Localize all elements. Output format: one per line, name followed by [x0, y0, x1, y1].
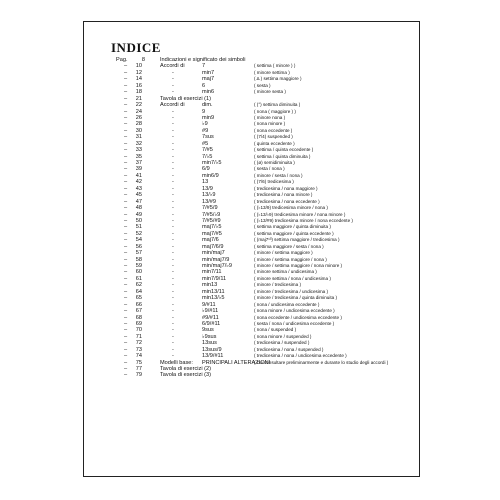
- chord-symbol: min13/11: [202, 288, 225, 295]
- chord-symbol: 13/9: [202, 185, 213, 192]
- entry-dash: -: [172, 192, 174, 199]
- chord-description: ( minore settima / undicesima ): [254, 269, 317, 275]
- chord-symbol: 13sus/9: [202, 346, 222, 353]
- bullet-dash: –: [124, 308, 128, 315]
- chord-symbol: PRINCIPALI ALTERAZIONI: [202, 359, 271, 366]
- chord-symbol: #9: [202, 127, 209, 134]
- bullet-dash: –: [124, 153, 128, 160]
- entry-label: Accordi di: [160, 102, 185, 109]
- index-list: [0, 57, 500, 379]
- page-number: 39: [135, 166, 142, 173]
- page-number: 14: [135, 76, 142, 83]
- page-number: 70: [135, 327, 142, 334]
- chord-description: ( settima maggiore / quinta eccedente ): [254, 230, 334, 236]
- bullet-dash: –: [124, 160, 128, 166]
- chord-description: ( settima ( minore ) ): [254, 63, 296, 69]
- page-number: 48: [135, 205, 142, 212]
- chord-symbol: 7: [202, 63, 206, 70]
- entry-dash: -: [172, 153, 174, 160]
- bullet-dash: –: [124, 353, 128, 360]
- chord-description: ( settima / quinta diminuita ): [254, 153, 311, 159]
- page-number: 71: [135, 333, 142, 340]
- chord-symbol: 7/#5/#9: [202, 217, 221, 224]
- chord-description: ( nona / undicesima eccedente ): [254, 301, 320, 307]
- page-number: 41: [135, 172, 142, 179]
- page-number: 74: [135, 353, 142, 360]
- chord-description: ( sesta ): [254, 82, 271, 88]
- entry-dash: -: [172, 69, 174, 76]
- entry-dash: -: [172, 353, 174, 360]
- chord-symbol: 13/9/#11: [202, 353, 224, 360]
- chord-description: ( nona eccedente ): [254, 127, 293, 133]
- page-number: 58: [135, 256, 142, 263]
- entry-dash: -: [172, 263, 174, 269]
- chord-symbol: min7: [202, 69, 215, 76]
- bullet-dash: –: [124, 211, 128, 218]
- bullet-dash: –: [124, 224, 128, 231]
- page-number: 57: [135, 250, 142, 257]
- bullet-dash: –: [124, 114, 128, 121]
- chord-description: ( quinta eccedente ): [254, 140, 295, 146]
- page-number: 52: [135, 230, 142, 237]
- page-number: 64: [135, 288, 142, 295]
- chord-symbol: maj7/6: [202, 237, 219, 244]
- page-number: 69: [135, 320, 142, 327]
- page-number: 32: [135, 140, 142, 147]
- bullet-dash: –: [124, 288, 128, 295]
- entry-dash: -: [172, 172, 174, 179]
- bullet-dash: –: [124, 320, 128, 327]
- chord-symbol: 9sus: [202, 327, 214, 334]
- page-number: 26: [135, 114, 142, 121]
- chord-description: ( tredicesima / nona eccedente ): [254, 198, 320, 204]
- chord-description: ( minore settima ): [254, 69, 290, 75]
- entry-dash: -: [172, 308, 174, 315]
- entry-dash: -: [172, 256, 174, 263]
- entry-dash: -: [172, 127, 174, 134]
- chord-description: ( Δ ) settima maggiore ): [254, 76, 302, 82]
- page-number: 77: [135, 366, 142, 372]
- bullet-dash: –: [124, 166, 128, 173]
- chord-description: ( (♭13/9) tredicesima minore / nona ): [254, 205, 328, 211]
- chord-description: ( sesta / nona ): [254, 166, 285, 172]
- page-number: 45: [135, 192, 142, 199]
- entry-dash: -: [172, 140, 174, 147]
- entry-dash: -: [172, 134, 174, 141]
- chord-symbol: min/maj7: [202, 250, 225, 257]
- bullet-dash: –: [124, 230, 128, 237]
- page-number: 67: [135, 308, 142, 315]
- page-number: 35: [135, 153, 142, 160]
- page-number: 75: [135, 359, 142, 366]
- bullet-dash: –: [124, 372, 128, 379]
- page-number: 68: [135, 314, 142, 321]
- page-number: 31: [135, 134, 142, 141]
- entry-dash: -: [172, 295, 174, 302]
- entry-dash: -: [172, 205, 174, 212]
- pag-label: Pag.: [116, 57, 128, 63]
- chord-description: ( settima maggiore / quinta diminuita ): [254, 224, 331, 230]
- entry-label: Tavola di esercizi (2): [160, 366, 211, 372]
- entry-dash: -: [172, 327, 174, 334]
- entry-dash: -: [172, 301, 174, 308]
- entry-dash: -: [172, 217, 174, 224]
- chord-symbol: min7/11: [202, 269, 222, 276]
- chord-symbol: 7/#5/♭9: [202, 211, 221, 218]
- bullet-dash: –: [124, 127, 128, 134]
- bullet-dash: –: [124, 256, 128, 263]
- entry-dash: -: [172, 121, 174, 128]
- chord-symbol: min7/9/11: [202, 275, 227, 282]
- entry-dash: -: [172, 224, 174, 231]
- page-number: 24: [135, 108, 142, 115]
- header-text: Indicazioni e significato dei simboli: [160, 57, 246, 63]
- entry-dash: -: [172, 346, 174, 353]
- chord-description: ( (7/6) tredicesima ): [254, 179, 294, 185]
- chord-symbol: min6: [202, 89, 215, 96]
- chord-symbol: 6/9/#11: [202, 320, 221, 327]
- chord-symbol: #9/#11: [202, 314, 219, 321]
- bullet-dash: –: [124, 282, 128, 289]
- chord-description: ( minore nona ): [254, 114, 286, 120]
- entry-dash: -: [172, 198, 174, 205]
- chord-description: ( tredicesima / suspended ): [254, 340, 310, 346]
- bullet-dash: –: [124, 340, 128, 347]
- bullet-dash: –: [124, 89, 128, 96]
- chord-symbol: ♭9sus: [202, 333, 217, 340]
- page-number: 79: [135, 372, 142, 379]
- entry-dash: -: [172, 76, 174, 83]
- entry-label: Modelli base:: [160, 359, 193, 366]
- chord-description: ( (♭13/#9) tredicesima minore / nona eccedente ): [254, 217, 353, 223]
- chord-symbol: min/maj7/9: [202, 256, 230, 263]
- entry-dash: -: [172, 230, 174, 237]
- chord-description: ( minore / settima maggiore / nona minore ): [254, 263, 343, 268]
- chord-description: ( nona minore / suspended ): [254, 333, 312, 339]
- chord-description: ( nona / suspended ): [254, 327, 297, 333]
- bullet-dash: –: [124, 295, 128, 302]
- entry-dash: -: [172, 333, 174, 340]
- page-number: 59: [135, 263, 142, 269]
- page-number: 51: [135, 224, 142, 231]
- bullet-dash: –: [124, 366, 128, 372]
- bullet-dash: –: [124, 172, 128, 179]
- chord-description: ( (maj7¹³) settima maggiore / tredicesima ): [254, 237, 340, 243]
- entry-dash: -: [172, 147, 174, 154]
- chord-symbol: maj7/6/9: [202, 243, 224, 250]
- chord-symbol: 7/♭5: [202, 153, 213, 160]
- chord-description: ( settima / quinta eccedente ): [254, 147, 314, 153]
- chord-symbol: #5: [202, 140, 209, 147]
- bullet-dash: –: [124, 63, 128, 70]
- chord-symbol: min/maj7/♭9: [202, 263, 232, 269]
- entry-dash: -: [172, 211, 174, 218]
- bullet-dash: –: [124, 359, 128, 366]
- chord-symbol: 9/#11: [202, 301, 216, 308]
- chord-symbol: min13/♭5: [202, 295, 225, 302]
- bullet-dash: –: [124, 192, 128, 199]
- chord-description: ( minore / tredicesima ): [254, 282, 301, 288]
- page-number: 47: [135, 198, 142, 205]
- chord-description: ( minore sesta ): [254, 89, 286, 95]
- chord-symbol: 7/#5/9: [202, 205, 218, 212]
- bullet-dash: –: [124, 102, 128, 109]
- entry-label: Accordi di: [160, 63, 185, 70]
- chord-symbol: 7sus: [202, 134, 214, 141]
- bullet-dash: –: [124, 69, 128, 76]
- chord-description: ( minore / settima maggiore / nona ): [254, 256, 327, 262]
- entry-dash: -: [172, 82, 174, 89]
- entry-dash: -: [172, 179, 174, 186]
- entry-dash: -: [172, 237, 174, 244]
- bullet-dash: –: [124, 301, 128, 308]
- chord-symbol: 6/9: [202, 166, 210, 173]
- chord-symbol: 13/♭9: [202, 192, 216, 199]
- page-number: 66: [135, 301, 142, 308]
- chord-symbol: min9: [202, 114, 215, 121]
- chord-symbol: 13sus: [202, 340, 217, 347]
- bullet-dash: –: [124, 275, 128, 282]
- chord-description: ( Da consultare preliminarmente e durante lo studio degli accordi ): [254, 359, 389, 365]
- bullet-dash: –: [124, 250, 128, 257]
- entry-dash: -: [172, 243, 174, 250]
- page-number: 65: [135, 295, 142, 302]
- page-number: 10: [135, 63, 142, 70]
- bullet-dash: –: [124, 346, 128, 353]
- chord-symbol: 7/#5: [202, 147, 213, 154]
- entry-dash: -: [172, 275, 174, 282]
- entry-dash: -: [172, 185, 174, 192]
- entry-dash: -: [172, 288, 174, 295]
- chord-symbol: 13: [202, 179, 209, 186]
- chord-symbol: 13/#9: [202, 198, 216, 205]
- bullet-dash: –: [124, 205, 128, 212]
- page-number: 28: [135, 121, 142, 128]
- bullet-dash: –: [124, 327, 128, 334]
- chord-description: ( nona minore ): [254, 121, 286, 127]
- chord-description: ( minore / settima maggiore ): [254, 250, 313, 256]
- index-row: [0, 372, 500, 378]
- bullet-dash: –: [124, 108, 128, 115]
- entry-dash: -: [172, 166, 174, 173]
- entry-dash: -: [172, 108, 174, 115]
- bullet-dash: –: [124, 198, 128, 205]
- bullet-dash: –: [124, 121, 128, 128]
- chord-description: ( (7/4) suspended ): [254, 134, 293, 140]
- chord-description: ( tredicesima / nona minore ): [254, 192, 313, 198]
- entry-dash: -: [172, 320, 174, 327]
- chord-description: ( nona eccedente / undicesima eccedente ): [254, 314, 342, 320]
- bullet-dash: –: [124, 269, 128, 276]
- bullet-dash: –: [124, 140, 128, 147]
- page-number: 73: [135, 346, 142, 353]
- chord-description: ( tredicesima / nona maggiore ): [254, 185, 318, 191]
- chord-symbol: dim.: [202, 102, 213, 109]
- bullet-dash: –: [124, 95, 128, 102]
- chord-description: ( minore settima / nona / undicesima ): [254, 275, 331, 281]
- chord-description: ( minore / sesta / nona ): [254, 172, 303, 178]
- page-number: 33: [135, 147, 142, 154]
- chord-description: ( (♭13/♭9) tredicesima minore / nona minore ): [254, 211, 346, 217]
- entry-dash: -: [172, 250, 174, 257]
- bullet-dash: –: [124, 179, 128, 186]
- bullet-dash: –: [124, 333, 128, 340]
- chord-symbol: 9: [202, 108, 206, 115]
- chord-symbol: ♭9: [202, 121, 208, 128]
- chord-symbol: ♭9/#11: [202, 308, 219, 315]
- bullet-dash: –: [124, 263, 128, 269]
- page-number: 30: [135, 127, 142, 134]
- chord-description: ( tredicesima / nona / suspended ): [254, 346, 324, 352]
- page-number: 18: [135, 89, 142, 96]
- page-number: 60: [135, 269, 142, 276]
- page-number: 37: [135, 160, 142, 166]
- bullet-dash: –: [124, 243, 128, 250]
- entry-dash: -: [172, 340, 174, 347]
- entry-dash: -: [172, 89, 174, 96]
- chord-symbol: maj7: [202, 76, 215, 83]
- chord-description: ( minore / tredicesima / undicesima ): [254, 288, 329, 294]
- page-number: 42: [135, 179, 142, 186]
- page-number: 16: [135, 82, 142, 89]
- page-number: 54: [135, 237, 142, 244]
- entry-label: Tavola di esercizi (3): [160, 372, 211, 379]
- chord-description: ( (ø) semidiminuita ): [254, 160, 295, 165]
- entry-dash: -: [172, 114, 174, 121]
- page-number: 49: [135, 211, 142, 218]
- bullet-dash: –: [124, 185, 128, 192]
- chord-description: ( nona minore / undicesima eccedente ): [254, 308, 335, 314]
- chord-description: ( nona ( maggiore ) ): [254, 108, 296, 114]
- page-number: 72: [135, 340, 142, 347]
- chord-description: ( sesta / nona / undicesima eccedente ): [254, 320, 335, 326]
- chord-description: ( tredicesima / nona / undicesima eccedente ): [254, 353, 347, 359]
- chord-description: ( (°) settima diminuita ): [254, 102, 301, 108]
- page-number: 62: [135, 282, 142, 289]
- bullet-dash: –: [124, 217, 128, 224]
- entry-dash: -: [172, 160, 174, 166]
- bullet-dash: –: [124, 237, 128, 244]
- page-number: 43: [135, 185, 142, 192]
- page-title: INDICE: [111, 40, 161, 55]
- bullet-dash: –: [124, 314, 128, 321]
- page-number: 56: [135, 243, 142, 250]
- page-number: 50: [135, 217, 142, 224]
- page-number: 21: [135, 95, 142, 102]
- chord-symbol: min6/9: [202, 172, 219, 179]
- chord-symbol: 6: [202, 82, 206, 89]
- chord-symbol: maj7/#5: [202, 230, 222, 237]
- page-number: 8: [141, 57, 145, 63]
- chord-symbol: min13: [202, 282, 218, 289]
- entry-dash: -: [172, 282, 174, 289]
- chord-symbol: min7/♭5: [202, 160, 222, 166]
- page-number: 61: [135, 275, 142, 282]
- bullet-dash: –: [124, 76, 128, 83]
- bullet-dash: –: [124, 82, 128, 89]
- bullet-dash: –: [124, 147, 128, 154]
- entry-dash: -: [172, 269, 174, 276]
- chord-description: ( settima maggiore / sesta / nona ): [254, 243, 324, 249]
- entry-dash: -: [172, 314, 174, 321]
- chord-symbol: maj7/♭5: [202, 224, 222, 231]
- bullet-dash: –: [124, 134, 128, 141]
- page-number: 12: [135, 69, 142, 76]
- entry-label: Tavola di esercizi (1): [160, 95, 211, 102]
- chord-description: ( minore / tredicesima / quinta diminuita ): [254, 295, 337, 301]
- page-number: 22: [135, 102, 142, 109]
